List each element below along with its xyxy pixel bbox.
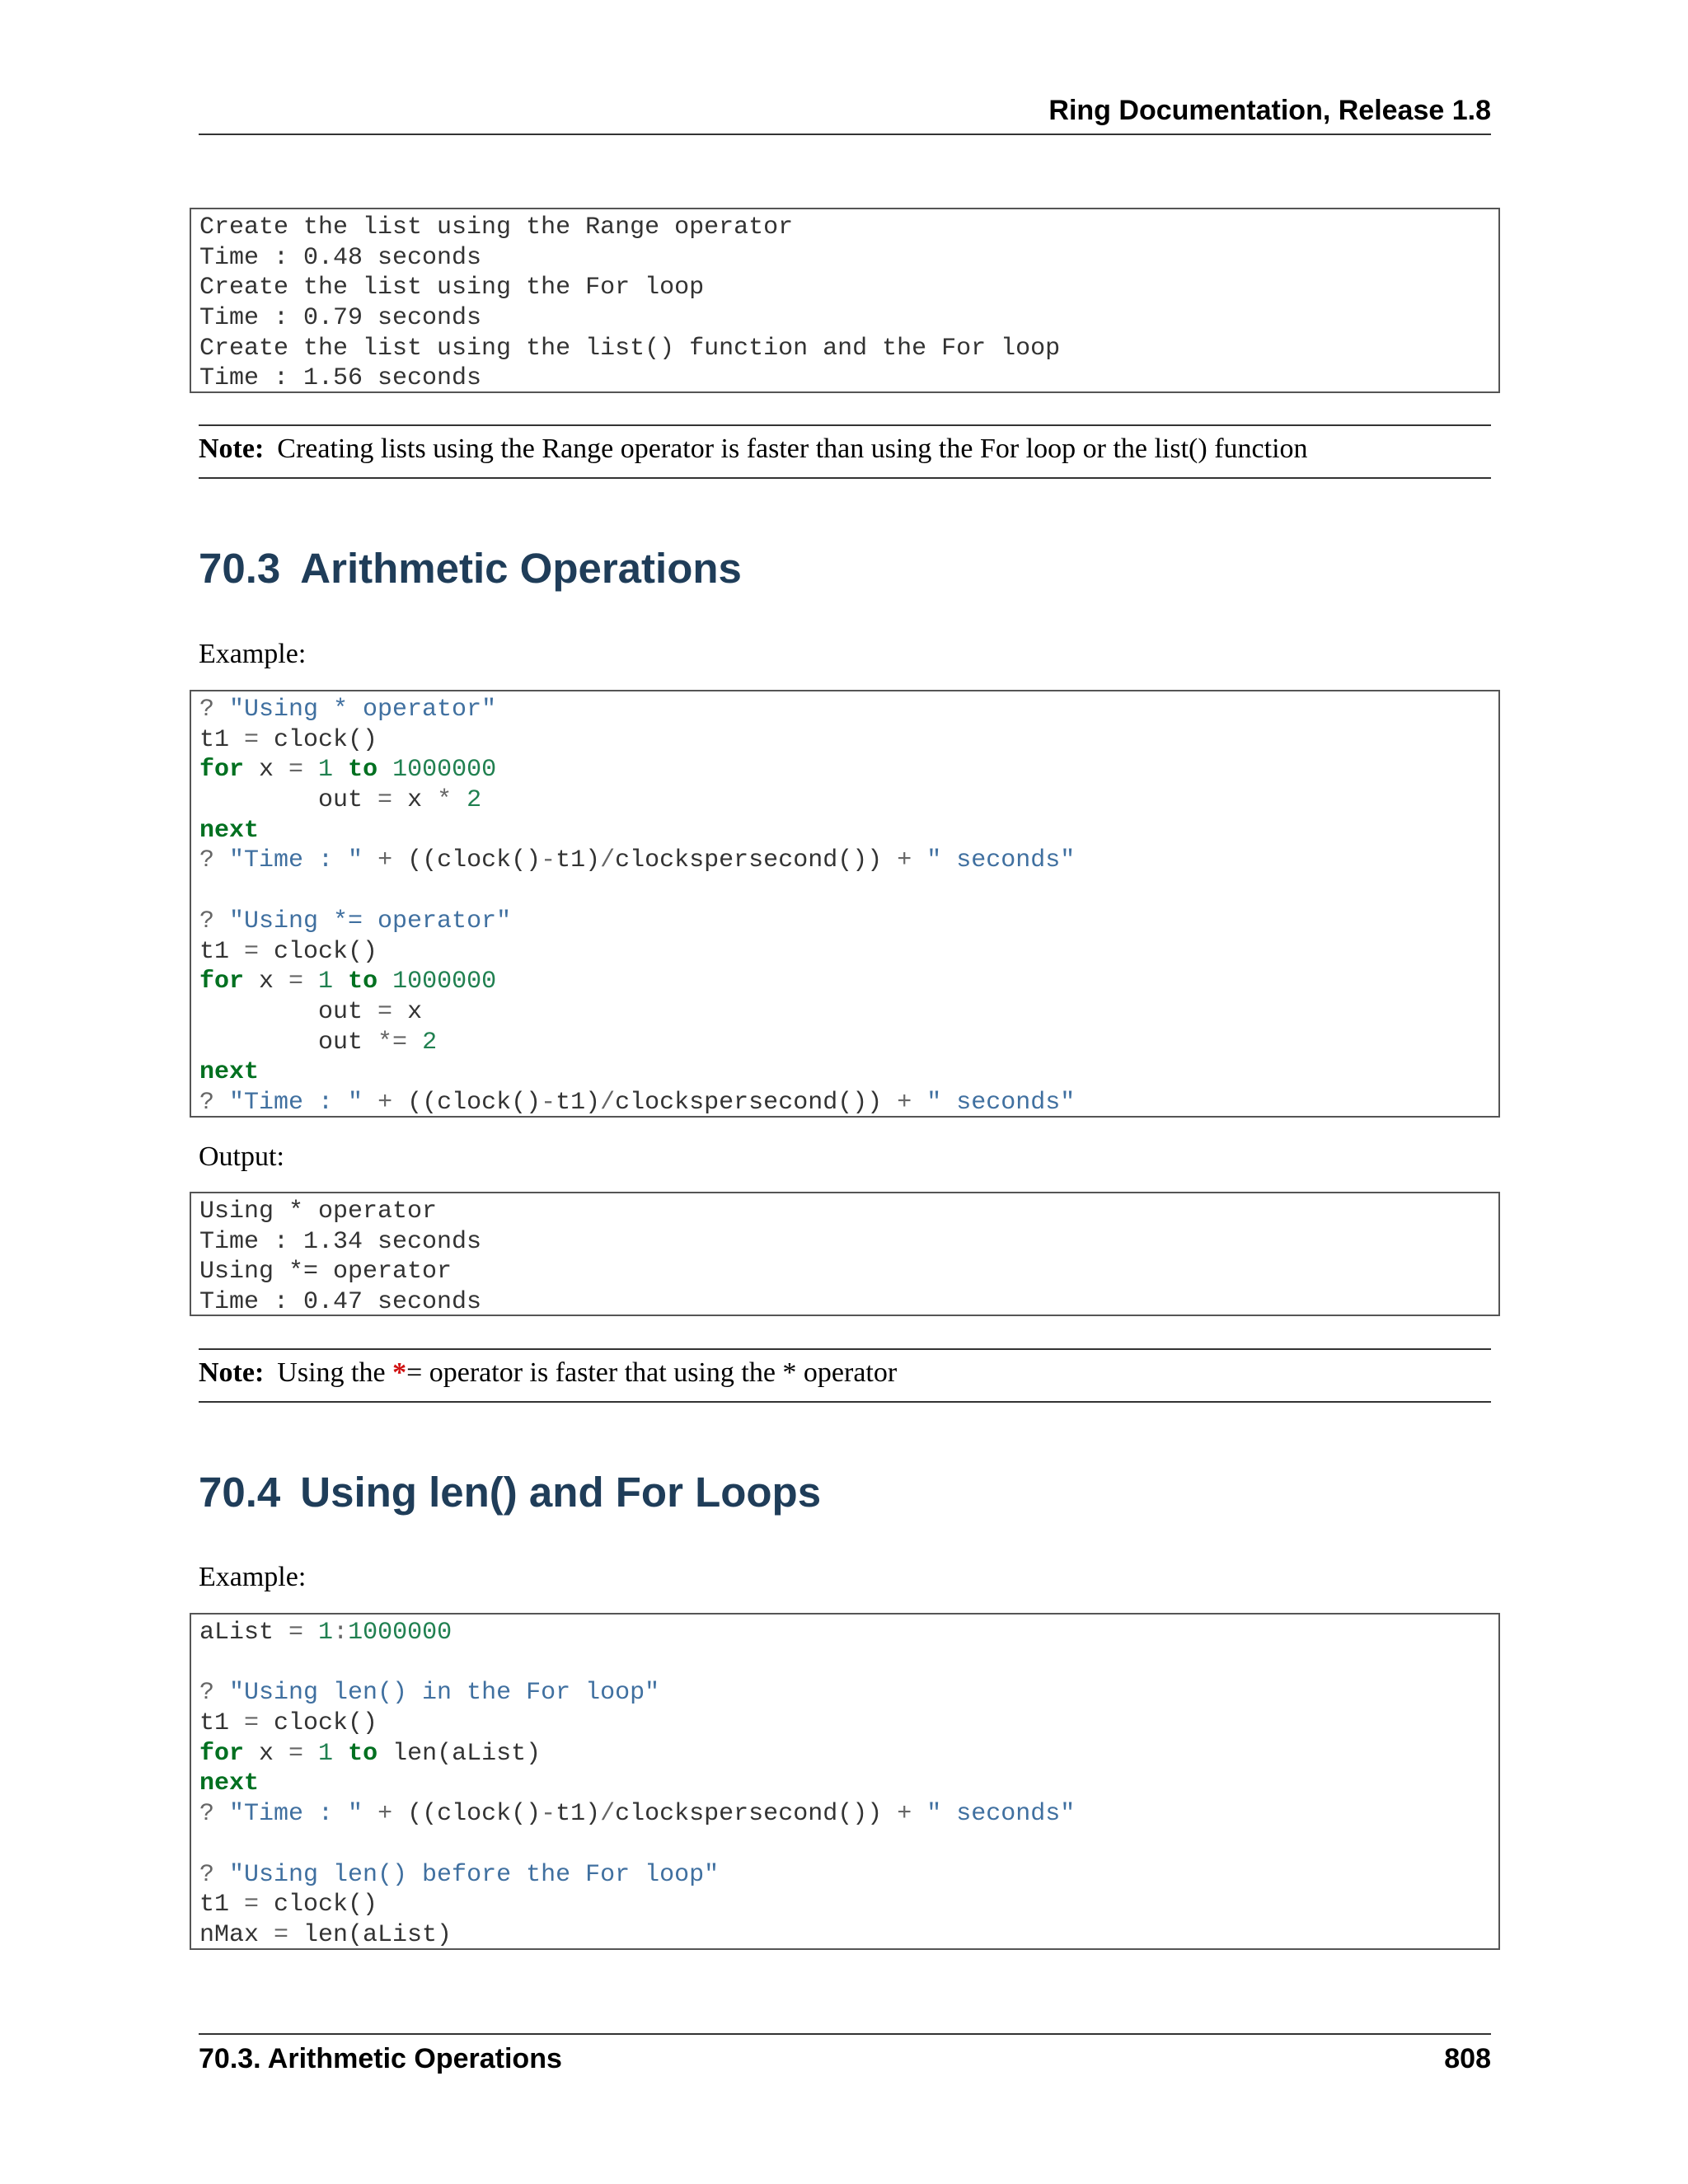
code-line bbox=[199, 967, 1490, 997]
code-token bbox=[377, 756, 392, 784]
page-number: 808 bbox=[1444, 2043, 1491, 2074]
code-line bbox=[199, 725, 1490, 756]
code-line bbox=[199, 1769, 1490, 1799]
note-label: Note: bbox=[199, 434, 265, 464]
code-line bbox=[199, 1860, 1490, 1891]
code-token: "Time : " bbox=[229, 846, 363, 875]
section-title: Using len() and For Loops bbox=[300, 1469, 822, 1516]
output-line: Time : 1.34 seconds bbox=[199, 1227, 482, 1256]
code-token: - bbox=[541, 1800, 556, 1829]
output-label: Output: bbox=[199, 1141, 284, 1172]
footer-section: 70.3. Arithmetic Operations bbox=[199, 2043, 562, 2074]
output-block-arithmetic bbox=[190, 1192, 1500, 1316]
code-token: to bbox=[348, 756, 378, 785]
code-token: for bbox=[199, 756, 245, 785]
code-line bbox=[199, 1057, 1490, 1088]
code-token: clockspersecond()) bbox=[615, 846, 898, 875]
code-token: = bbox=[274, 1920, 304, 1949]
code-token: = bbox=[244, 937, 274, 966]
code-token: - bbox=[541, 846, 556, 875]
code-token: = bbox=[244, 1709, 274, 1738]
code-line bbox=[199, 1028, 1490, 1058]
code-line bbox=[199, 1739, 1490, 1769]
code-token bbox=[363, 846, 377, 874]
code-token: len(aList) bbox=[377, 1739, 542, 1768]
code-token: clock() bbox=[274, 937, 378, 966]
code-token: * bbox=[437, 786, 467, 815]
note-multiply-operator bbox=[199, 1348, 1491, 1403]
code-token: clockspersecond()) bbox=[615, 1800, 898, 1829]
code-token: to bbox=[348, 968, 378, 996]
code-token: = bbox=[244, 725, 274, 754]
code-token: len(aList) bbox=[303, 1920, 452, 1949]
code-token: ? bbox=[199, 696, 230, 724]
code-line bbox=[199, 1648, 1490, 1679]
code-token: t1) bbox=[556, 1800, 601, 1829]
note-label: Note: bbox=[199, 1357, 265, 1388]
section-heading-arithmetic-operations bbox=[199, 544, 742, 593]
code-token: 1000000 bbox=[392, 756, 497, 785]
code-token: + bbox=[897, 846, 927, 875]
code-token: aList bbox=[199, 1619, 289, 1647]
note-text-after: = operator is faster that using the * operator bbox=[406, 1357, 898, 1388]
code-token: ? bbox=[199, 1860, 230, 1889]
code-token: ? bbox=[199, 846, 230, 875]
code-line bbox=[199, 1890, 1490, 1920]
code-token: = bbox=[288, 756, 319, 785]
code-token: x bbox=[407, 997, 423, 1026]
code-token: + bbox=[377, 1088, 408, 1117]
code-token: ((clock() bbox=[407, 1800, 542, 1829]
code-token bbox=[363, 1800, 377, 1828]
code-token: " seconds" bbox=[926, 1088, 1076, 1117]
code-token: - bbox=[541, 1088, 556, 1117]
code-line bbox=[199, 1920, 1490, 1951]
output-line: Create the list using the For loop bbox=[199, 274, 705, 302]
code-token: "Using len() before the For loop" bbox=[229, 1860, 720, 1889]
code-line bbox=[199, 755, 1490, 785]
code-token: out bbox=[199, 997, 378, 1026]
code-line bbox=[199, 997, 1490, 1028]
code-token: ((clock() bbox=[407, 846, 542, 875]
output-block-range bbox=[190, 208, 1500, 393]
code-token: + bbox=[897, 1800, 927, 1829]
code-token: 1 bbox=[318, 1739, 334, 1768]
code-line bbox=[199, 937, 1490, 968]
code-token: nMax bbox=[199, 1920, 274, 1949]
code-token: 1 bbox=[318, 968, 334, 996]
code-line bbox=[199, 1708, 1490, 1739]
code-token: next bbox=[199, 816, 260, 845]
section-title: Arithmetic Operations bbox=[300, 545, 742, 592]
code-token: t1) bbox=[556, 1088, 601, 1117]
code-block-arithmetic-example bbox=[190, 690, 1500, 1118]
code-line bbox=[199, 907, 1490, 937]
code-line bbox=[199, 695, 1490, 725]
code-token: 1000000 bbox=[392, 968, 497, 996]
code-token: next bbox=[199, 1769, 260, 1798]
code-token: to bbox=[348, 1739, 378, 1768]
code-token: = bbox=[377, 786, 408, 815]
code-line bbox=[199, 785, 1490, 816]
code-token: 1 bbox=[318, 756, 334, 785]
page-header bbox=[199, 89, 1491, 135]
output-line: Create the list using the Range operator bbox=[199, 213, 794, 241]
code-token bbox=[363, 1089, 377, 1117]
note-star: * bbox=[392, 1357, 407, 1388]
code-token: x bbox=[407, 786, 438, 815]
code-token: out bbox=[199, 1028, 378, 1057]
output-line: Time : 0.48 seconds bbox=[199, 243, 482, 272]
code-token: clock() bbox=[274, 1709, 378, 1738]
code-line bbox=[199, 1799, 1490, 1830]
code-token: t1 bbox=[199, 1709, 245, 1738]
output-line: Using * operator bbox=[199, 1197, 438, 1226]
code-token: "Using len() in the For loop" bbox=[229, 1679, 660, 1708]
code-token: = bbox=[288, 968, 319, 996]
section-number: 70.4 bbox=[199, 1469, 281, 1516]
code-token bbox=[333, 756, 348, 784]
output-line: Time : 1.56 seconds bbox=[199, 364, 482, 393]
code-token: 2 bbox=[467, 786, 482, 815]
code-line bbox=[199, 816, 1490, 846]
code-token: ? bbox=[199, 1800, 230, 1829]
code-token: + bbox=[377, 1800, 408, 1829]
code-line bbox=[199, 1678, 1490, 1708]
code-token: 1000000 bbox=[348, 1619, 452, 1647]
code-token: clockspersecond()) bbox=[615, 1088, 898, 1117]
output-line: Create the list using the list() function and the For loop bbox=[199, 334, 1061, 363]
code-token: 2 bbox=[422, 1028, 438, 1057]
code-token: + bbox=[377, 846, 408, 875]
code-block-len-example bbox=[190, 1613, 1500, 1950]
code-token: "Time : " bbox=[229, 1088, 363, 1117]
example-label: Example: bbox=[199, 639, 307, 669]
code-line bbox=[199, 876, 1490, 907]
code-token: for bbox=[199, 968, 245, 996]
code-token: = bbox=[288, 1619, 319, 1647]
note-text-before: Using the bbox=[277, 1357, 393, 1388]
note-range-operator bbox=[199, 424, 1491, 479]
code-token: t1 bbox=[199, 937, 245, 966]
output-line: Using *= operator bbox=[199, 1258, 452, 1286]
code-token: ? bbox=[199, 907, 230, 935]
code-token: for bbox=[199, 1739, 245, 1768]
code-token: out bbox=[199, 786, 378, 815]
output-line: Time : 0.47 seconds bbox=[199, 1288, 482, 1317]
code-token: 1 bbox=[318, 1619, 334, 1647]
section-number: 70.3 bbox=[199, 545, 281, 592]
code-token: = bbox=[288, 1739, 319, 1768]
code-token: clock() bbox=[274, 725, 378, 754]
code-token bbox=[333, 968, 348, 996]
section-heading-len-for-loops bbox=[199, 1468, 821, 1516]
code-token: : bbox=[333, 1619, 349, 1647]
example-label: Example: bbox=[199, 1562, 307, 1592]
code-token: t1 bbox=[199, 725, 245, 754]
code-token: + bbox=[897, 1088, 927, 1117]
code-line bbox=[199, 1088, 1490, 1118]
code-token: clock() bbox=[274, 1891, 378, 1919]
code-token: next bbox=[199, 1058, 260, 1087]
code-token: *= bbox=[377, 1028, 423, 1057]
code-token: / bbox=[600, 846, 616, 875]
code-token: / bbox=[600, 1800, 616, 1829]
page-footer bbox=[199, 2033, 1491, 2075]
code-token: ? bbox=[199, 1088, 230, 1117]
code-line bbox=[199, 1618, 1490, 1648]
code-token: ? bbox=[199, 1679, 230, 1708]
code-token bbox=[333, 1740, 348, 1768]
code-token: ((clock() bbox=[407, 1088, 542, 1117]
code-line bbox=[199, 1830, 1490, 1860]
note-text: Creating lists using the Range operator is faster than using the For loop or the list() function bbox=[277, 434, 1308, 464]
code-token: t1 bbox=[199, 1891, 245, 1919]
code-token: "Time : " bbox=[229, 1800, 363, 1829]
code-token: x bbox=[244, 1739, 289, 1768]
code-token: = bbox=[377, 997, 408, 1026]
code-token: / bbox=[600, 1088, 616, 1117]
code-token: x bbox=[244, 968, 289, 996]
code-token: " seconds" bbox=[926, 1800, 1076, 1829]
code-token: x bbox=[244, 756, 289, 785]
code-token: "Using * operator" bbox=[229, 696, 497, 724]
code-token: = bbox=[244, 1891, 274, 1919]
code-line bbox=[199, 846, 1490, 876]
code-token bbox=[377, 968, 392, 996]
code-token: t1) bbox=[556, 846, 601, 875]
document-title: Ring Documentation, Release 1.8 bbox=[1048, 95, 1491, 126]
code-token: " seconds" bbox=[926, 846, 1076, 875]
output-line: Time : 0.79 seconds bbox=[199, 304, 482, 333]
code-token: "Using *= operator" bbox=[229, 907, 512, 935]
